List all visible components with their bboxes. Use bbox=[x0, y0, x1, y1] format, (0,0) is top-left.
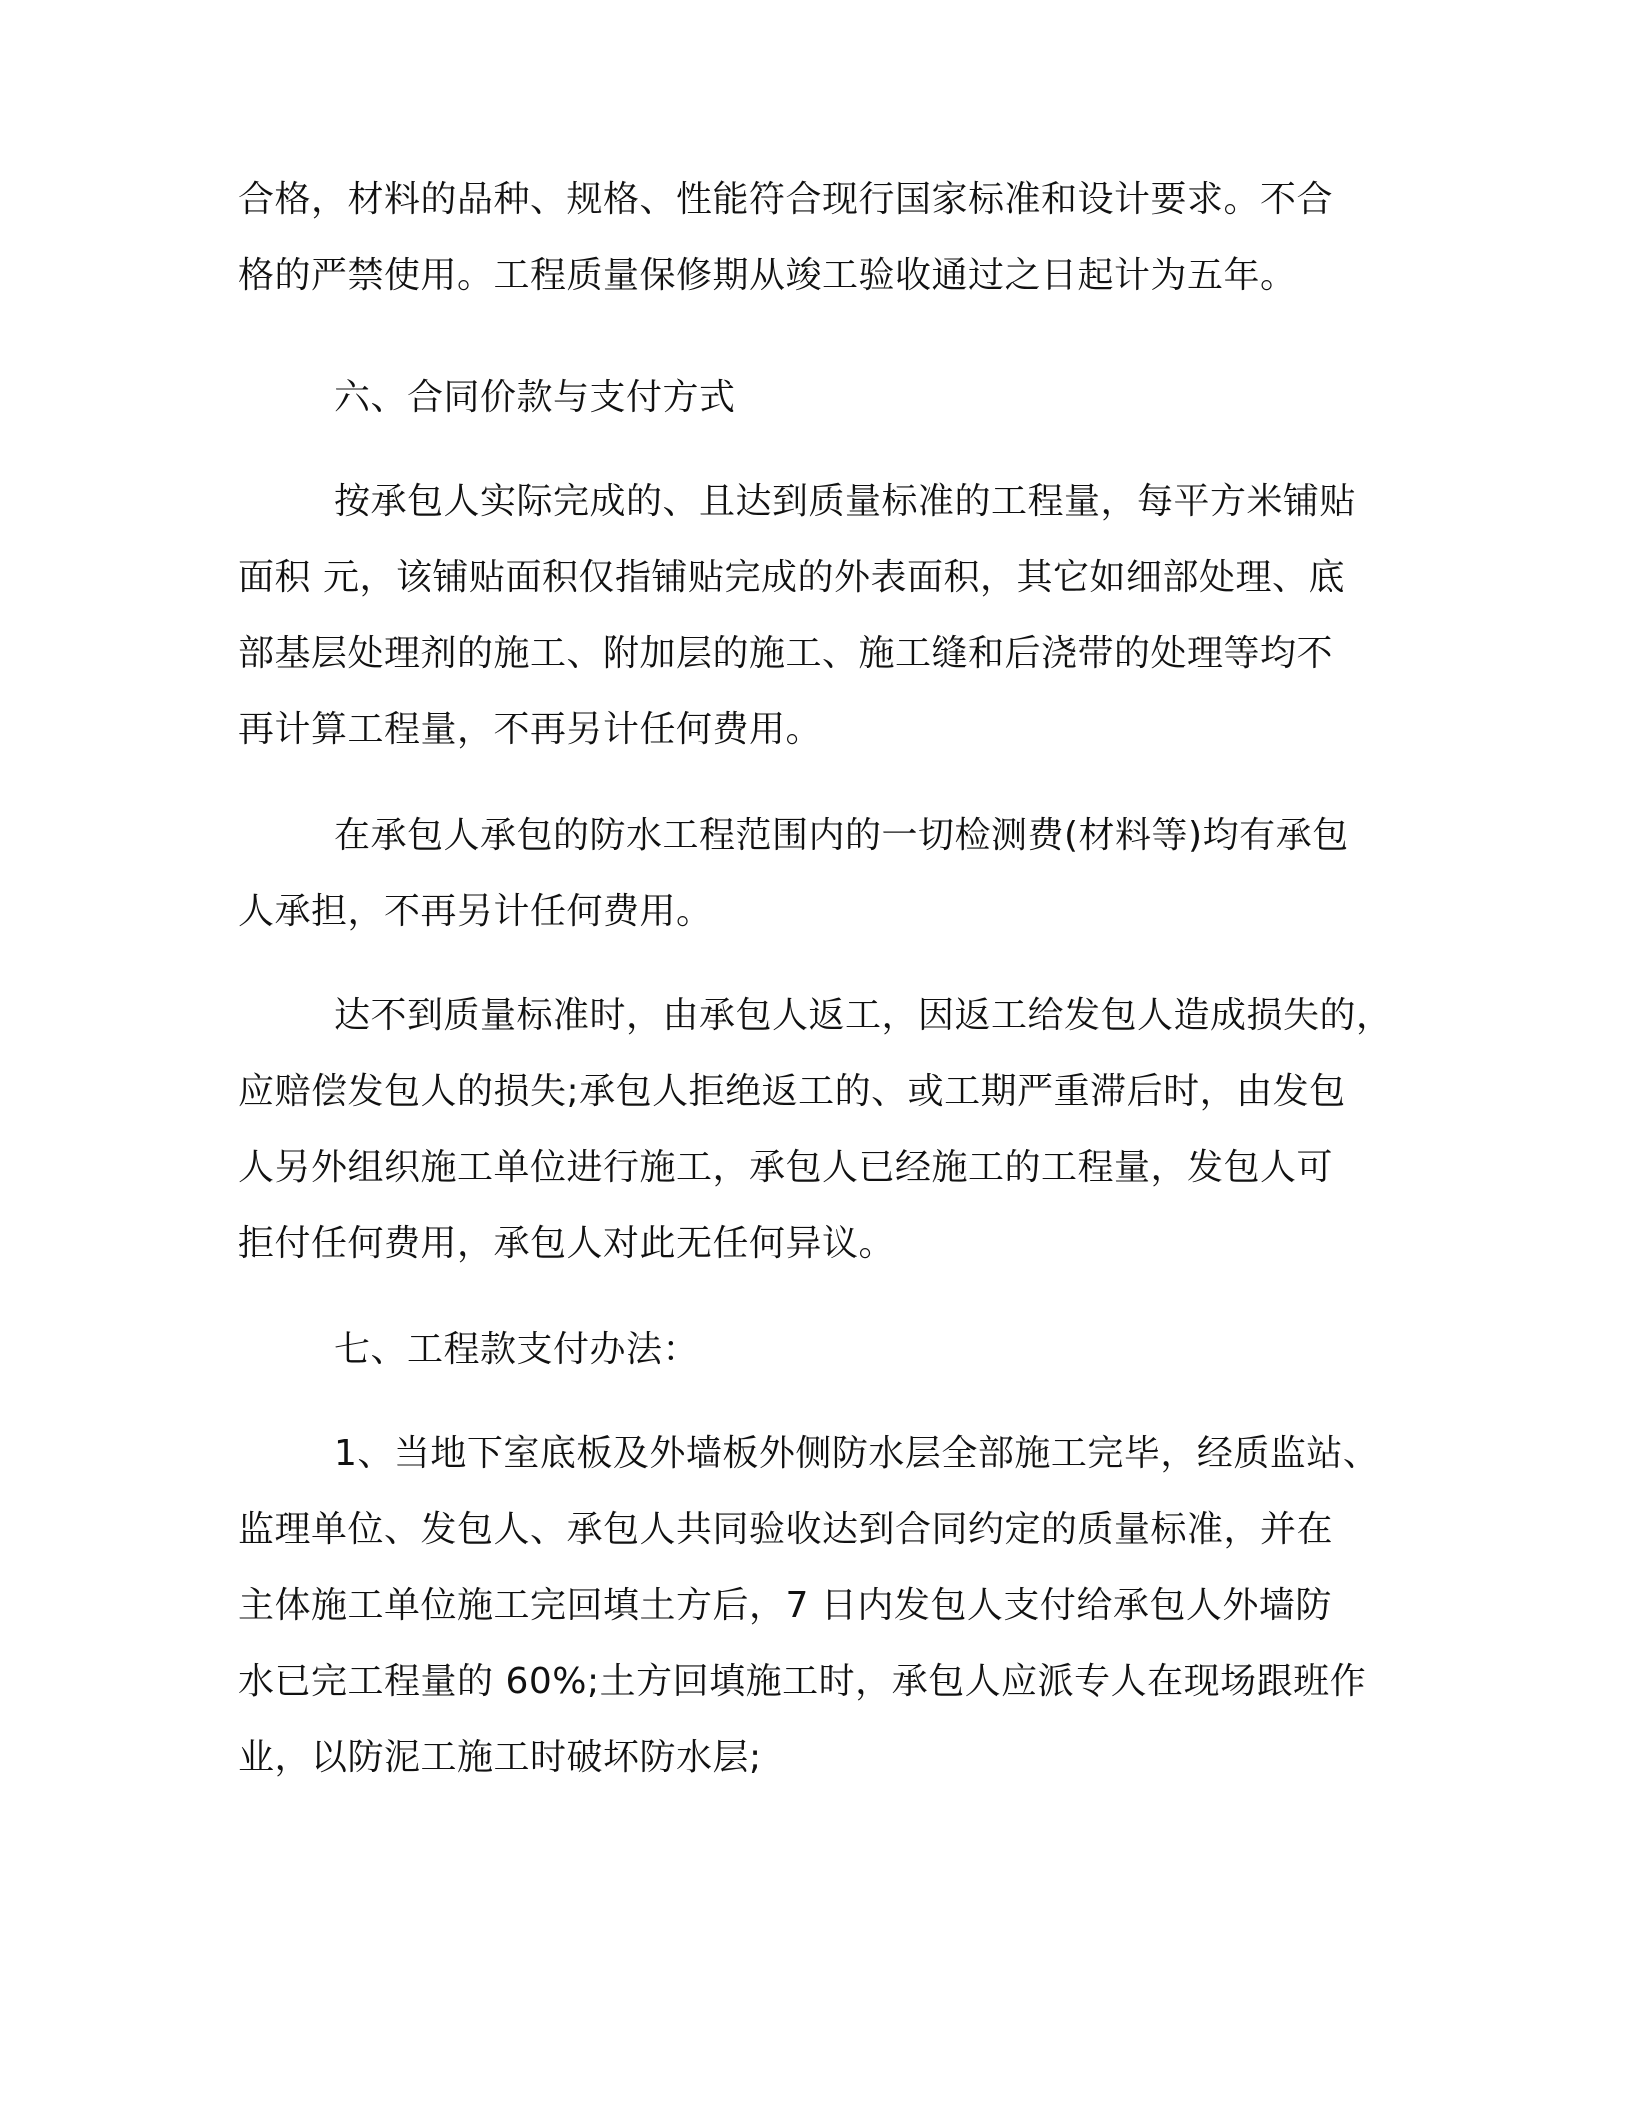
paragraph-line: 人另外组织施工单位进行施工，承包人已经施工的工程量，发包人可 bbox=[238, 1147, 1334, 1188]
section-heading: 七、工程款支付办法： bbox=[334, 1329, 700, 1370]
paragraph-line: 再计算工程量，不再另计任何费用。 bbox=[238, 709, 823, 750]
paragraph-line: 按承包人实际完成的、且达到质量标准的工程量，每平方米铺贴 bbox=[334, 481, 1357, 522]
paragraph-line: 格的严禁使用。工程质量保修期从竣工验收通过之日起计为五年。 bbox=[238, 255, 1297, 296]
paragraph-line: 达不到质量标准时，由承包人返工，因返工给发包人造成损失的， bbox=[334, 995, 1393, 1036]
paragraph-line: 部基层处理剂的施工、附加层的施工、施工缝和后浇带的处理等均不 bbox=[238, 633, 1334, 674]
paragraph-line: 主体施工单位施工完回填土方后，7 日内发包人支付给承包人外墙防 bbox=[238, 1585, 1332, 1626]
paragraph-line: 业，以防泥工施工时破坏防水层; bbox=[238, 1737, 762, 1778]
section-heading: 六、合同价款与支付方式 bbox=[334, 377, 736, 418]
paragraph-line: 人承担，不再另计任何费用。 bbox=[238, 891, 713, 932]
paragraph-line: 监理单位、发包人、承包人共同验收达到合同约定的质量标准，并在 bbox=[238, 1509, 1334, 1550]
paragraph-line: 应赔偿发包人的损失;承包人拒绝返工的、或工期严重滞后时，由发包 bbox=[238, 1071, 1346, 1112]
paragraph-line: 合格，材料的品种、规格、性能符合现行国家标准和设计要求。不合 bbox=[238, 179, 1334, 220]
paragraph-line: 拒付任何费用，承包人对此无任何异议。 bbox=[238, 1223, 896, 1264]
paragraph-line: 面积 元，该铺贴面积仅指铺贴完成的外表面积，其它如细部处理、底 bbox=[238, 557, 1345, 598]
paragraph-line: 水已完工程量的 60%;土方回填施工时，承包人应派专人在现场跟班作 bbox=[238, 1661, 1367, 1702]
paragraph-line: 1、当地下室底板及外墙板外侧防水层全部施工完毕，经质监站、 bbox=[334, 1433, 1380, 1474]
paragraph-line: 在承包人承包的防水工程范围内的一切检测费(材料等)均有承包 bbox=[334, 815, 1349, 856]
